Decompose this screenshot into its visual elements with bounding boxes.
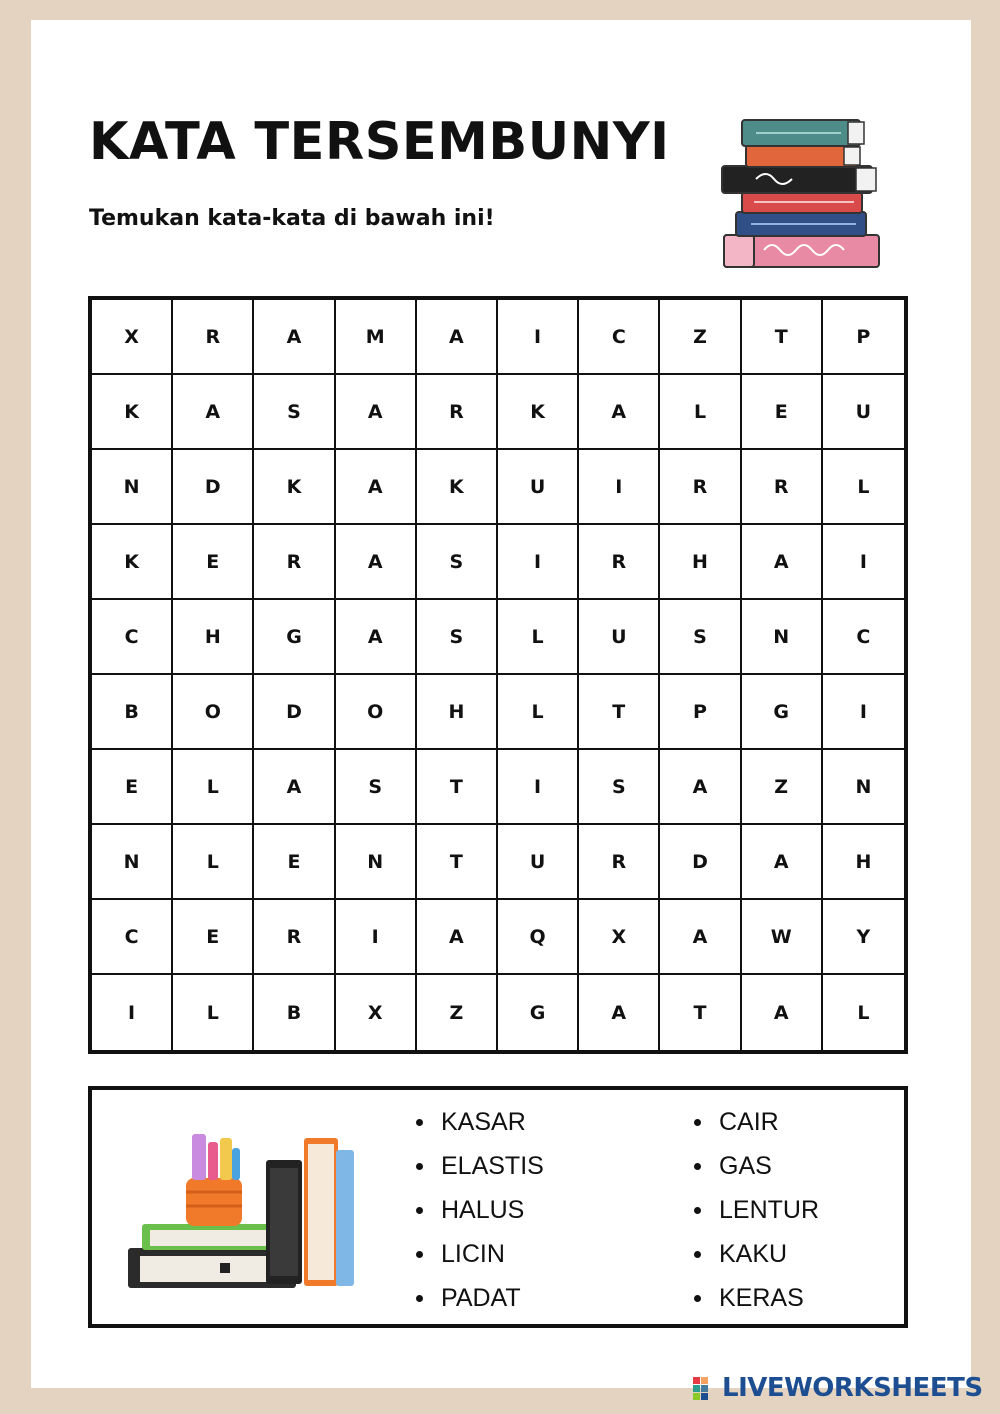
grid-cell[interactable]: I (579, 450, 660, 525)
grid-cell[interactable]: B (254, 975, 335, 1050)
grid-cell[interactable]: N (336, 825, 417, 900)
grid-cell[interactable]: S (660, 600, 741, 675)
word-label: GAS (719, 1152, 772, 1180)
grid-cell[interactable]: L (173, 825, 254, 900)
grid-cell[interactable]: G (254, 600, 335, 675)
word-list-item (416, 1232, 544, 1276)
grid-cell[interactable]: E (254, 825, 335, 900)
grid-cell[interactable]: P (660, 675, 741, 750)
word-label: LICIN (441, 1240, 505, 1268)
bullet-icon (694, 1163, 701, 1170)
instructions: Temukan kata-kata di bawah ini! (89, 206, 495, 231)
grid-cell[interactable]: L (823, 450, 904, 525)
grid-cell[interactable]: Z (660, 300, 741, 375)
grid-cell[interactable]: T (660, 975, 741, 1050)
grid-cell[interactable]: A (579, 375, 660, 450)
grid-cell[interactable]: A (742, 525, 823, 600)
grid-cell[interactable]: A (254, 300, 335, 375)
books-stack-illustration (716, 110, 886, 280)
grid-cell[interactable]: N (742, 600, 823, 675)
grid-cell[interactable]: S (254, 375, 335, 450)
grid-cell[interactable]: Y (823, 900, 904, 975)
grid-cell[interactable]: R (579, 525, 660, 600)
grid-cell[interactable]: H (660, 525, 741, 600)
grid-cell[interactable]: X (336, 975, 417, 1050)
grid-cell[interactable]: T (742, 300, 823, 375)
bullet-icon (416, 1251, 423, 1258)
bullet-icon (416, 1295, 423, 1302)
word-label: CAIR (719, 1108, 779, 1136)
grid-cell[interactable]: P (823, 300, 904, 375)
grid-cell[interactable]: K (417, 450, 498, 525)
grid-cell[interactable]: K (498, 375, 579, 450)
bullet-icon (416, 1207, 423, 1214)
grid-cell[interactable]: O (336, 675, 417, 750)
word-search-grid (88, 296, 908, 1054)
word-list-box (88, 1086, 908, 1328)
grid-cell[interactable]: M (336, 300, 417, 375)
grid-cell[interactable]: E (92, 750, 173, 825)
grid-cell[interactable]: I (498, 750, 579, 825)
grid-cell[interactable]: A (173, 375, 254, 450)
grid-cell[interactable]: H (417, 675, 498, 750)
word-list-item (694, 1188, 819, 1232)
grid-cell[interactable]: I (498, 525, 579, 600)
word-list-column-1 (416, 1100, 544, 1320)
grid-cell[interactable]: A (660, 900, 741, 975)
grid-cell[interactable]: K (92, 525, 173, 600)
grid-cell[interactable]: A (336, 525, 417, 600)
grid-cell[interactable]: G (498, 975, 579, 1050)
bullet-icon (694, 1295, 701, 1302)
grid-cell[interactable]: I (823, 525, 904, 600)
brand-name: LIVEWORKSHEETS (722, 1373, 983, 1403)
grid-cell[interactable]: A (660, 750, 741, 825)
grid-cell[interactable]: S (417, 525, 498, 600)
word-label: ELASTIS (441, 1152, 544, 1180)
word-list-item (416, 1100, 544, 1144)
grid-cell[interactable]: R (173, 300, 254, 375)
grid-cell[interactable]: C (92, 600, 173, 675)
grid-cell[interactable]: L (660, 375, 741, 450)
grid-cell[interactable]: B (92, 675, 173, 750)
grid-cell[interactable]: A (417, 900, 498, 975)
word-list-item (694, 1100, 819, 1144)
grid-cell[interactable]: E (173, 900, 254, 975)
grid-cell[interactable]: N (92, 825, 173, 900)
grid-cell[interactable]: N (92, 450, 173, 525)
worksheet-page (31, 20, 971, 1388)
grid-cell[interactable]: H (173, 600, 254, 675)
grid-cell[interactable]: S (417, 600, 498, 675)
grid-cell[interactable]: U (498, 450, 579, 525)
grid-cell[interactable]: C (823, 600, 904, 675)
grid-cell[interactable]: L (857, 1001, 870, 1024)
grid-cell[interactable]: W (742, 900, 823, 975)
liveworksheets-brand (692, 1373, 983, 1403)
grid-cell[interactable]: T (417, 825, 498, 900)
grid-cell[interactable]: A (336, 450, 417, 525)
grid-cell[interactable]: I (336, 900, 417, 975)
grid-cell[interactable]: L (173, 750, 254, 825)
word-list-item (694, 1232, 819, 1276)
liveworksheets-logo-icon (692, 1375, 718, 1401)
grid-cell[interactable]: A (742, 825, 823, 900)
grid-cell[interactable]: A (417, 300, 498, 375)
grid-cell[interactable]: Z (742, 750, 823, 825)
grid-cell[interactable]: X (579, 900, 660, 975)
bullet-icon (694, 1119, 701, 1126)
grid-cell[interactable]: K (92, 375, 173, 450)
word-label: KASAR (441, 1108, 526, 1136)
grid-cell[interactable]: L (498, 675, 579, 750)
grid-cell[interactable]: E (173, 525, 254, 600)
word-list-item (416, 1144, 544, 1188)
grid-cell[interactable]: A (336, 375, 417, 450)
grid-cell[interactable]: N (823, 750, 904, 825)
word-label: PADAT (441, 1284, 521, 1312)
word-label: KAKU (719, 1240, 788, 1268)
word-list-item (694, 1276, 819, 1320)
bullet-icon (416, 1163, 423, 1170)
grid-cell[interactable]: T (417, 750, 498, 825)
word-list-item (416, 1276, 544, 1320)
grid-cell[interactable]: X (92, 300, 173, 375)
grid-cell[interactable]: O (173, 675, 254, 750)
grid-cell[interactable]: I (498, 300, 579, 375)
grid-cell[interactable]: R (254, 525, 335, 600)
grid-cell[interactable]: C (92, 900, 173, 975)
word-label: KERAS (719, 1284, 804, 1312)
grid-cell[interactable]: A (254, 750, 335, 825)
grid-cell[interactable]: A (742, 975, 823, 1050)
grid-cell[interactable]: Q (498, 900, 579, 975)
grid-cell[interactable]: S (579, 750, 660, 825)
grid-cell[interactable]: D (660, 825, 741, 900)
grid-cell[interactable]: I (92, 975, 173, 1050)
grid-cell[interactable]: D (173, 450, 254, 525)
word-label: HALUS (441, 1196, 525, 1224)
grid-cell[interactable]: R (742, 450, 823, 525)
grid-cell[interactable]: U (579, 600, 660, 675)
word-list-item (416, 1188, 544, 1232)
grid-cell[interactable]: L (173, 975, 254, 1050)
grid-cell[interactable]: U (823, 375, 904, 450)
grid-cell[interactable]: R (417, 375, 498, 450)
bullet-icon (694, 1207, 701, 1214)
grid-cell[interactable]: E (742, 375, 823, 450)
word-list-item (694, 1144, 819, 1188)
grid-cell[interactable]: A (336, 600, 417, 675)
word-list-column-2 (694, 1100, 819, 1320)
grid-cell[interactable]: R (660, 450, 741, 525)
grid-cell[interactable]: I (823, 675, 904, 750)
grid-cell[interactable]: Z (417, 975, 498, 1050)
grid-cell[interactable]: H (823, 825, 904, 900)
grid-cell[interactable]: K (254, 450, 335, 525)
grid-cell[interactable]: U (498, 825, 579, 900)
grid-cell[interactable]: D (254, 675, 335, 750)
grid-cell[interactable]: T (579, 675, 660, 750)
grid-cell[interactable]: R (254, 900, 335, 975)
bullet-icon (694, 1251, 701, 1258)
grid-cell[interactable]: C (579, 300, 660, 375)
grid-cell[interactable]: A (579, 975, 660, 1050)
grid-cell[interactable]: G (742, 675, 823, 750)
page-title: KATA TERSEMBUNYI (89, 112, 670, 172)
word-label: LENTUR (719, 1196, 820, 1224)
grid-cell[interactable]: R (579, 825, 660, 900)
grid-cell[interactable]: L (498, 600, 579, 675)
books-and-pencil-cup-illustration (120, 1120, 360, 1300)
bullet-icon (416, 1119, 423, 1126)
grid-cell[interactable]: S (336, 750, 417, 825)
